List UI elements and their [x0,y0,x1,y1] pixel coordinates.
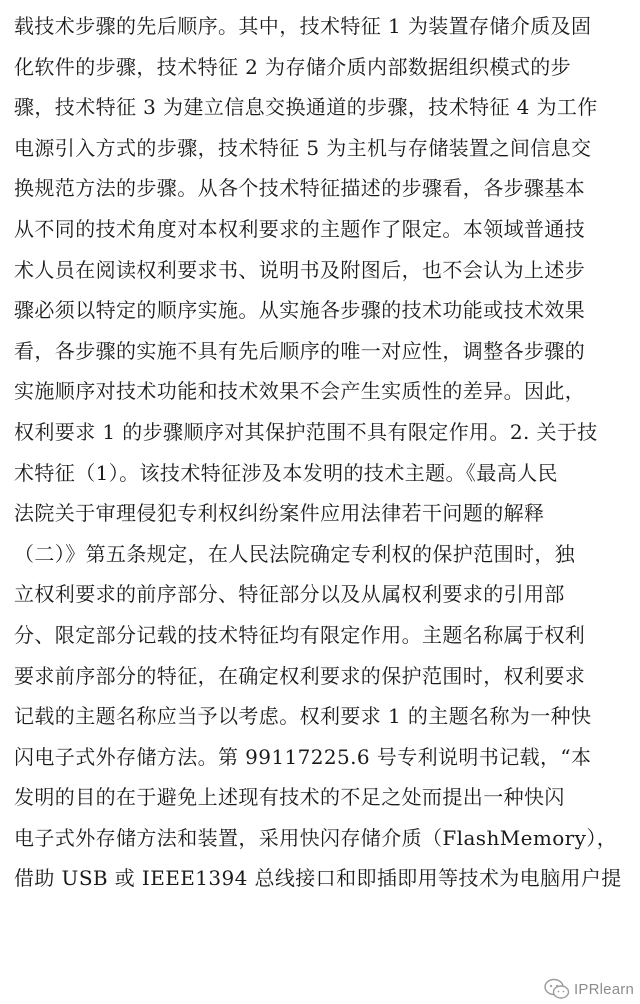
text-line: 分、限定部分记载的技术特征均有限定作用。主题名称属于权利 [14,622,586,647]
text-line: 载技术步骤的先后顺序。其中，技术特征 1 为装置存储介质及固 [14,14,592,38]
text-line: 立权利要求的前序部分、特征部分以及从属权利要求的引用部 [14,582,565,607]
text-line: 借助 USB 或 IEEE1394 总线接口和即插即用等技术为电脑用户提 [14,866,622,891]
text-line: 从不同的技术角度对本权利要求的主题作了限定。本领域普通技 [14,216,586,241]
text-line: 看，各步骤的实施不具有先后顺序的唯一对应性，调整各步骤的 [14,338,586,363]
text-line: 实施顺序对技术功能和技术效果不会产生实质性的差异。因此， [14,379,586,404]
document-text [14,6,626,899]
text-line: 权利要求 1 的步骤顺序对其保护范围不具有限定作用。2. 关于技 [14,419,598,444]
text-line: 记载的主题名称应当予以考虑。权利要求 1 的主题名称为一种快 [14,704,592,729]
text-line: 法院关于审理侵犯专利权纠纷案件应用法律若干问题的解释 [14,501,545,526]
text-line: 术人员在阅读权利要求书、说明书及附图后，也不会认为上述步 [14,257,586,282]
text-line: 电子式外存储方法和装置，采用快闪存储介质（FlashMemory）， [14,825,618,850]
text-line: 骤，技术特征 3 为建立信息交换通道的步骤，技术特征 4 为工作 [14,95,598,120]
watermark [544,978,634,1000]
text-line: 电源引入方式的步骤，技术特征 5 为主机与存储装置之间信息交 [14,135,592,160]
watermark-text: IPRlearn [574,980,634,998]
text-line: 要求前序部分的特征，在确定权利要求的保护范围时，权利要求 [14,663,586,688]
text-line: （二）》第五条规定，在人民法院确定专利权的保护范围时，独 [14,541,576,566]
wechat-icon [544,978,570,1000]
text-line: 发明的目的在于避免上述现有技术的不足之处而提出一种快闪 [14,785,565,810]
text-line: 化软件的步骤，技术特征 2 为存储介质内部数据组织模式的步 [14,54,572,79]
text-line: 骤必须以特定的顺序实施。从实施各步骤的技术功能或技术效果 [14,298,586,323]
text-line: 换规范方法的步骤。从各个技术特征描述的步骤看，各步骤基本 [14,176,586,201]
text-line: 闪电子式外存储方法。第 99117225.6 号专利说明书记载，“本 [14,744,592,769]
text-line: 术特征（1）。该技术特征涉及本发明的技术主题。《最高人民 [14,460,558,485]
